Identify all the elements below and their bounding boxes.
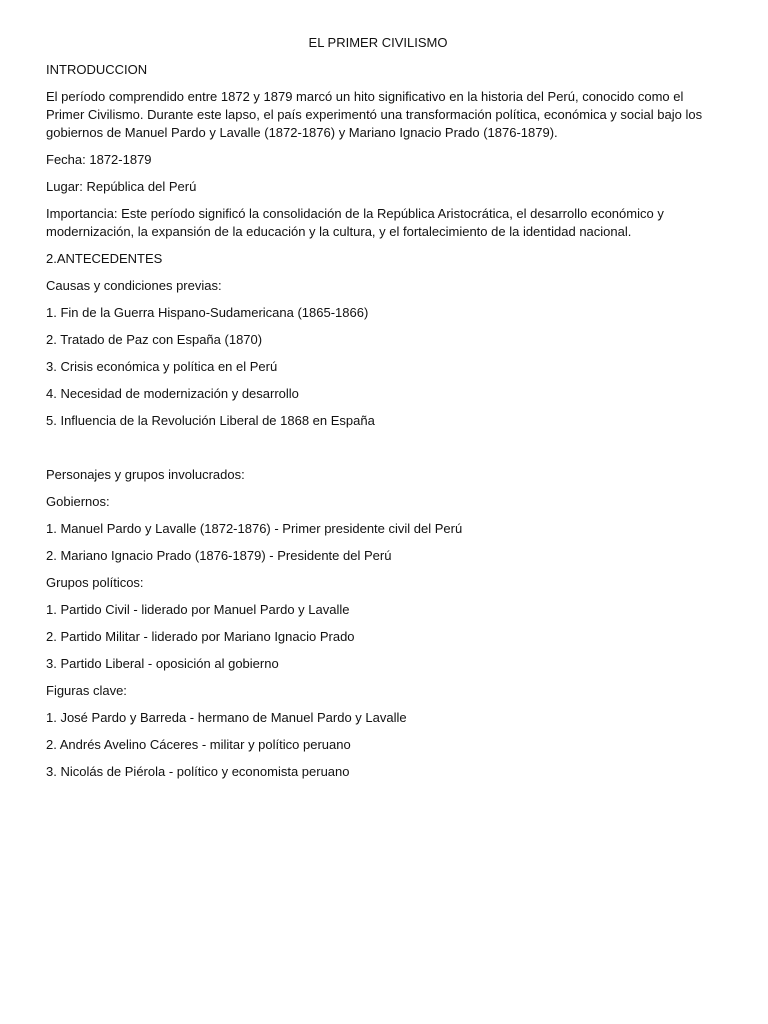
- document-body: [46, 34, 710, 790]
- grupo-item: 3. Partido Liberal - oposición al gobierno: [46, 656, 279, 671]
- grupo-item: 1. Partido Civil - liderado por Manuel Pardo y Lavalle: [46, 602, 350, 617]
- gobierno-item: 1. Manuel Pardo y Lavalle (1872-1876) - Primer presidente civil del Perú: [46, 521, 463, 536]
- causa-item: 2. Tratado de Paz con España (1870): [46, 332, 263, 347]
- causa-item: 1. Fin de la Guerra Hispano-Sudamericana (1865-1866): [46, 305, 369, 320]
- figura-item: 3. Nicolás de Piérola - político y economista peruano: [46, 764, 350, 779]
- causa-item: 4. Necesidad de modernización y desarrollo: [46, 386, 299, 401]
- gobierno-item: 2. Mariano Ignacio Prado (1876-1879) - Presidente del Perú: [46, 548, 392, 563]
- blank-line: [46, 439, 710, 466]
- causas-heading: Causas y condiciones previas:: [46, 278, 222, 293]
- importancia-paragraph: Importancia: Este período significó la consolidación de la República Aristocrática, el desarrollo económico y modernización, la expansión de la educación y la cultura, y el fortalecimiento de la identidad nacional.: [46, 206, 664, 239]
- fecha-line: Fecha: 1872-1879: [46, 152, 152, 167]
- figura-item: 1. José Pardo y Barreda - hermano de Manuel Pardo y Lavalle: [46, 710, 407, 725]
- personajes-heading: Personajes y grupos involucrados:: [46, 467, 245, 482]
- figura-item: 2. Andrés Avelino Cáceres - militar y político peruano: [46, 737, 351, 752]
- document-title: EL PRIMER CIVILISMO: [308, 35, 448, 50]
- causa-item: 3. Crisis económica y política en el Perú: [46, 359, 278, 374]
- causa-item: 5. Influencia de la Revolución Liberal de 1868 en España: [46, 413, 375, 428]
- antecedentes-heading: 2.ANTECEDENTES: [46, 251, 163, 266]
- intro-paragraph: El período comprendido entre 1872 y 1879 marcó un hito significativo en la historia del Perú, conocido como el Primer Civilismo. Durante este lapso, el país experimentó una transformación política, económica y social bajo los gobiernos de Manuel Pardo y Lavalle (1872-1876) y Mariano Ignacio Prado (1876-1879).: [46, 89, 703, 140]
- gobiernos-heading: Gobiernos:: [46, 494, 110, 509]
- lugar-line: Lugar: República del Perú: [46, 179, 197, 194]
- grupo-item: 2. Partido Militar - liderado por Mariano Ignacio Prado: [46, 629, 355, 644]
- grupos-heading: Grupos políticos:: [46, 575, 144, 590]
- figuras-heading: Figuras clave:: [46, 683, 127, 698]
- intro-heading: INTRODUCCION: [46, 62, 148, 77]
